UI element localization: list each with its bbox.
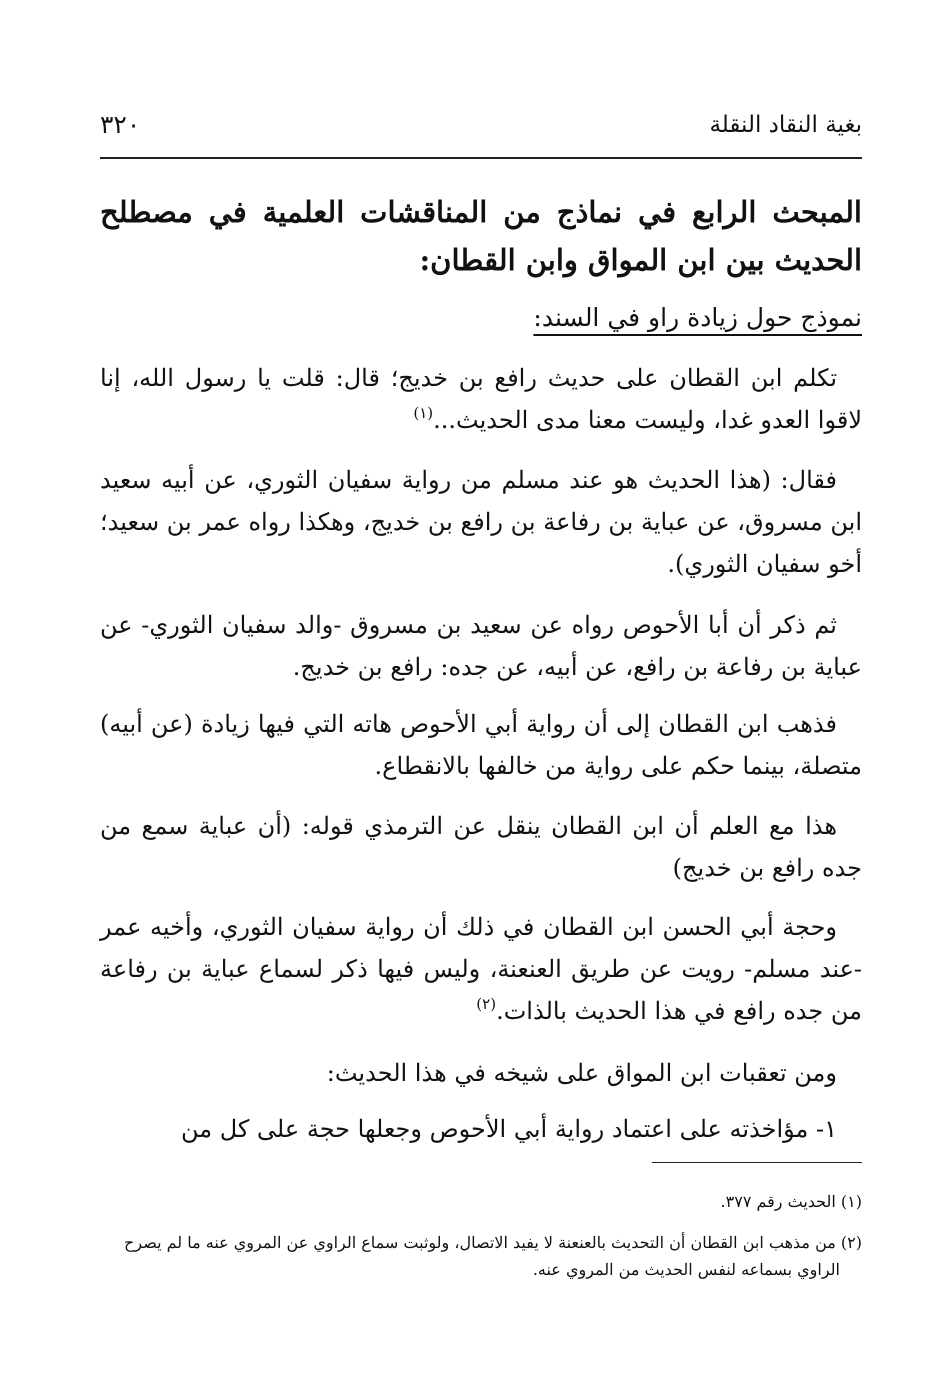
paragraph-text: ١- مؤاخذته على اعتماد رواية أبي الأحوص وجعلها حجة على كل من: [180, 1115, 837, 1143]
paragraph-text: تكلم ابن القطان على حديث رافع بن خديج؛ قال: قلت يا رسول الله، إنا لاقوا العدو غدا، وليست معنا مدى الحديث...: [100, 364, 862, 434]
paragraph-text: فقال: (هذا الحديث هو عند مسلم من رواية سفيان الثوري، عن أبيه سعيد ابن مسروق، عن عباية بن رفاعة بن رافع بن خديج، وهكذا رواه عمر بن سعيد؛ أخو سفيان الثوري).: [100, 466, 862, 578]
running-title: بغية النقاد النقلة: [709, 112, 862, 138]
footnote-2: (٢) من مذهب ابن القطان أن التحديث بالعنعنة لا يفيد الاتصال، ولوثبت سماع الراوي عن المروي عنه ما لم يصرح الراوي بسماعه لنفس الحديث من المروي عنه.: [124, 1233, 862, 1279]
footnote-ref: (١): [413, 404, 434, 422]
subsection-heading: نموذج حول زيادة راو في السند:: [533, 303, 862, 332]
paragraph-7: [100, 1052, 862, 1094]
footnote-ref: (٢): [476, 995, 497, 1013]
page-number: ٣٢٠: [100, 110, 141, 139]
paragraph-5: [100, 805, 862, 889]
paragraph-text: ومن تعقبات ابن المواق على شيخه في هذا الحديث:: [326, 1059, 837, 1087]
running-header: [100, 110, 862, 150]
footnote-divider: [652, 1162, 862, 1163]
paragraph-8: [100, 1108, 862, 1150]
paragraph-text: فذهب ابن القطان إلى أن رواية أبي الأحوص هاته التي فيها زيادة (عن أبيه) متصلة، بينما حكم على رواية من خالفها بالانقطاع.: [100, 710, 862, 780]
paragraph-3: [100, 604, 862, 688]
paragraph-4: [100, 703, 862, 787]
paragraph-text: هذا مع العلم أن ابن القطان ينقل عن الترمذي قوله: (أن عباية سمع من جده رافع بن خديج): [100, 812, 862, 882]
paragraph-text: وحجة أبي الحسن ابن القطان في ذلك أن رواية سفيان الثوري، وأخيه عمر -عند مسلم- رويت عن طريق العنعنة، وليس فيها ذكر لسماع عباية بن رفاعة من جده رافع في هذا الحديث بالذات.: [100, 913, 862, 1025]
paragraph-2: [100, 459, 862, 585]
footnote-1: (١) الحديث رقم ٣٧٧.: [720, 1192, 862, 1211]
paragraph-1: [100, 357, 862, 441]
paragraph-text: ثم ذكر أن أبا الأحوص رواه عن سعيد بن مسروق -والد سفيان الثوري- عن عباية بن رفاعة بن رافع، عن أبيه، عن جده: رافع بن خديج.: [100, 611, 862, 681]
section-heading: المبحث الرابع في نماذج من المناقشات العلمية في مصطلح الحديث بين ابن المواق وابن القطان:: [100, 195, 862, 277]
header-divider: [100, 157, 862, 159]
paragraph-6: [100, 906, 862, 1032]
book-page: [100, 0, 862, 1384]
